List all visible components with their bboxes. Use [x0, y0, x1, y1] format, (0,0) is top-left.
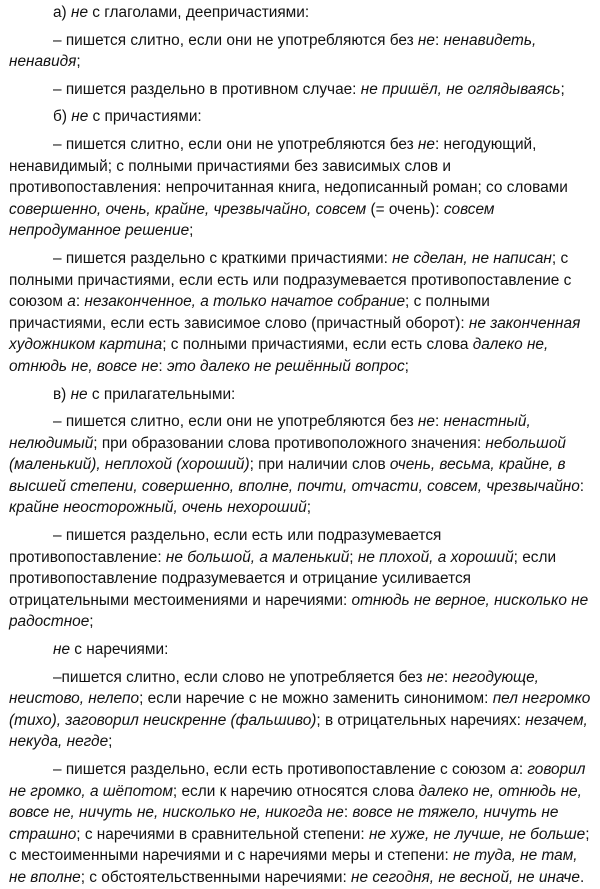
section-a-heading: а) не с глаголами, деепричастиями:	[53, 4, 310, 21]
section-b-rule-2: – пишется раздельно с краткими причастиями: не сделан, не написан; с полными причастиями, если есть или подразумевается противопоставление с союзом а: незаконченное, а только начатое собрание; с полными причастиями, если есть зависимое слово (причастный оборот): не законченная художником картина; с полными причастиями, если есть слова далеко не, отнюдь не, вовсе не: это далеко не решённый вопрос;	[9, 249, 581, 375]
section-g-rule-1: –пишется слитно, если слово не употребляется без не: негодующе, неистово, нелепо; если наречие с не можно заменить синонимом: пел негромко (тихо), заговорил неискренне (фальшиво); в отрицательных наречиях: незачем, некуда, негде;	[9, 668, 591, 751]
section-b-heading: б) не с причастиями:	[53, 108, 202, 126]
section-v-rule-2: – пишется раздельно, если есть или подразумевается противопоставление: не большой, а маленький; не плохой, а хороший; если противопоставление подразумевается и отрицание усиливается отрицательными местоимениями и наречиями: отнюдь не верное, нисколько не радостное;	[9, 527, 589, 631]
section-a-rule-1: – пишется слитно, если они не употребляются без не: ненавидеть, ненавидя;	[9, 31, 537, 71]
section-g-heading: не с наречиями:	[53, 641, 169, 659]
section-v-rule-1: – пишется слитно, если они не употребляются без не: ненастный, нелюдимый; при образовании слова противоположного значения: небольшой (маленький), неплохой (хороший); при наличии слов очень, весьма, крайне, в высшей степени, совершенно, вполне, почти, отчасти, совсем, чрезвычайно: крайне неосторожный, очень нехороший;	[9, 413, 585, 517]
section-b-rule-1: – пишется слитно, если они не употребляются без не: негодующий, ненавидимый; с полными причастиями без зависимых слов и противопоставления: непрочитанная книга, недописанный роман; со словами совершенно, очень, крайне, чрезвычайно, совсем (= очень): совсем непродуманное решение;	[9, 135, 568, 240]
section-a-rule-2: – пишется раздельно в противном случае: не пришёл, не оглядываясь;	[53, 80, 565, 98]
section-v-heading: в) не с прилагательными:	[53, 385, 236, 403]
section-g-rule-2: – пишется раздельно, если есть противопоставление с союзом а: говорил не громко, а шёпотом; если к наречию относятся слова далеко не, отнюдь не, вовсе не, ничуть не, нисколько не, никогда не: вовсе не тяжело, ничуть не страшно; с наречиями в сравнительной степени: не хуже, не лучше, не больше; с местоименными наречиями и с наречиями меры и степени: не туда, не там, не вполне; с обстоятельственными наречиями: не сегодня, не весной, не иначе.	[9, 761, 590, 886]
